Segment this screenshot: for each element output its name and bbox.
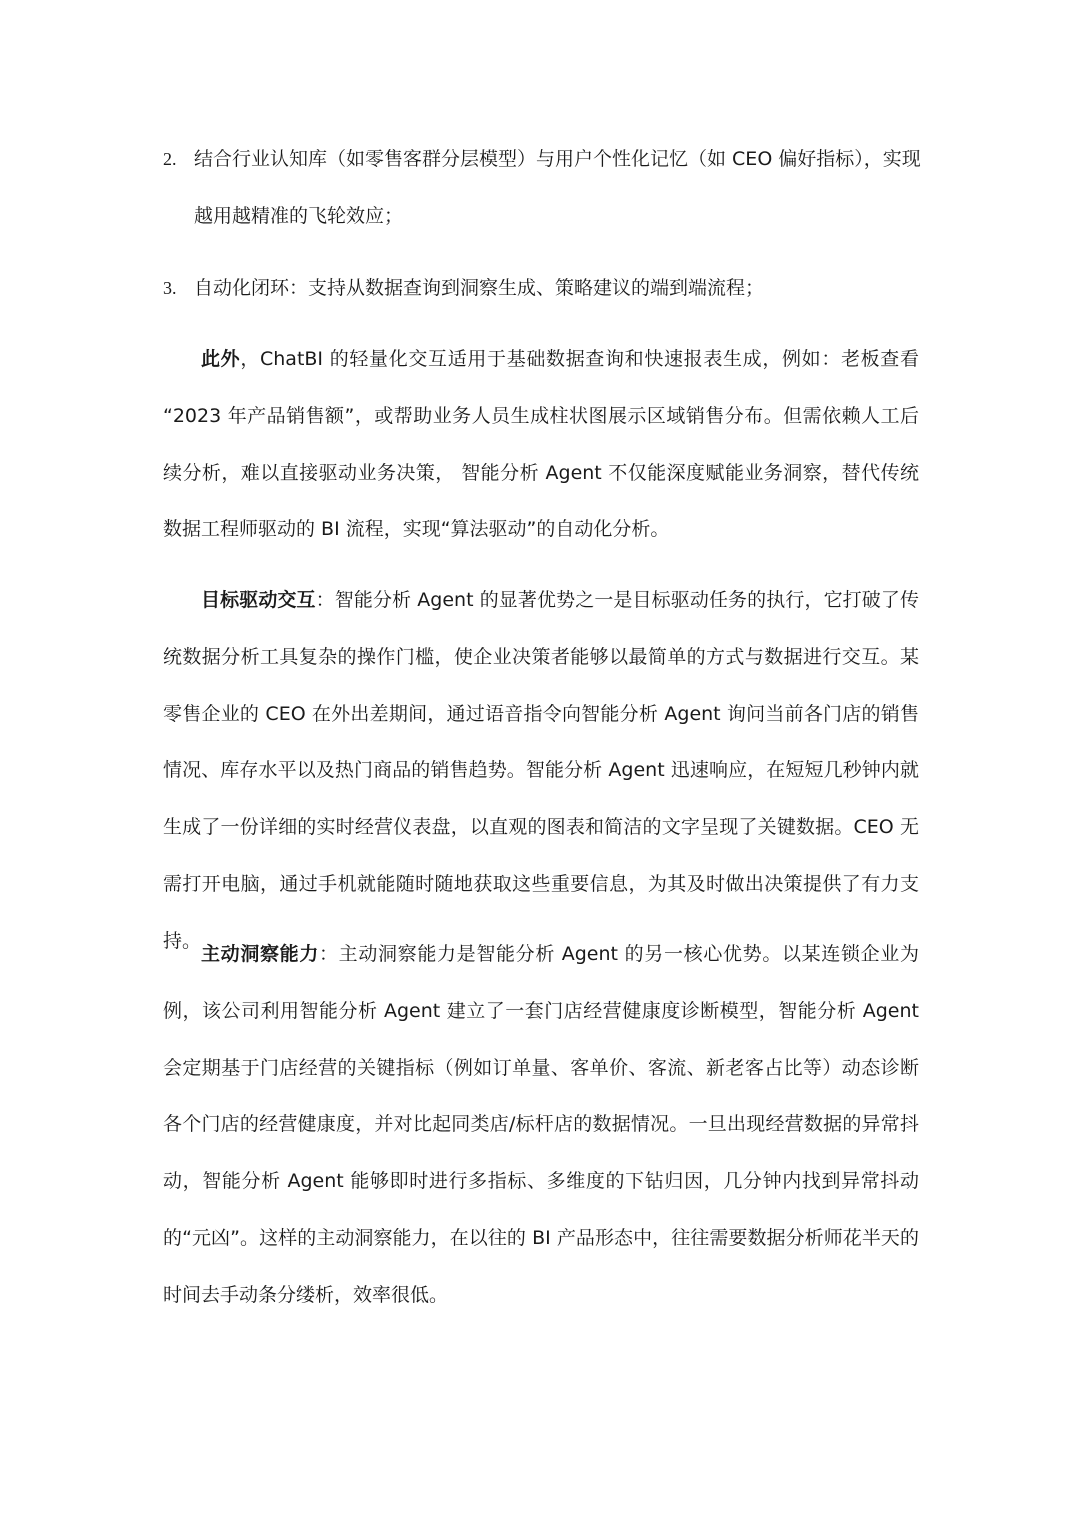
- paragraph-goal-driven: [163, 572, 919, 970]
- paragraph-proactive-insight: [163, 926, 919, 1324]
- paragraph-lead: 此外: [201, 348, 241, 370]
- paragraph-body: ：主动洞察能力是智能分析 Agent 的另一核心优势。以某连锁企业为例，该公司利用智能分析 Agent 建立了一套门店经营健康度诊断模型，智能分析 Agent 会定期基于门店经营的关键指标（例如订单量、客单价、客流、新老客占比等）动态诊断各个门店的经营健康度，并对比起同类店/标杆店的数据情况。一旦出现经营数据的异常抖动，智能分析 Agent 能够即时进行多指标、多维度的下钻归因，几分钟内找到异常抖动的“元凶”。这样的主动洞察能力，在以往的 BI 产品形态中，往往需要数据分析师花半天的时间去手动条分缕析，效率很低。: [163, 943, 919, 1306]
- paragraph-body: ：智能分析 Agent 的显著优势之一是目标驱动任务的执行，它打破了传统数据分析工具复杂的操作门槛，使企业决策者能够以最简单的方式与数据进行交互。某零售企业的 CEO 在外出差期间，通过语音指令向智能分析 Agent 询问当前各门店的销售情况、库存水平以及热门商品的销售趋势。智能分析 Agent 迅速响应，在短短几秒钟内就生成了一份详细的实时经营仪表盘，以直观的图表和简洁的文字呈现了关键数据。CEO 无需打开电脑，通过手机就能随时随地获取这些重要信息，为其及时做出决策提供了有力支持。: [163, 589, 919, 952]
- list-number: 3.: [163, 278, 177, 298]
- paragraph-body: ，ChatBI 的轻量化交互适用于基础数据查询和快速报表生成，例如：老板查看 “2023 年产品销售额”，或帮助业务人员生成柱状图展示区域销售分布。但需依赖人工后续分析，难以直接驱动业务决策， 智能分析 Agent 不仅能深度赋能业务洞察，替代传统数据工程师驱动的 BI 流程，实现“算法驱动”的自动化分析。: [163, 348, 919, 541]
- paragraph-lead: 目标驱动交互: [201, 589, 316, 611]
- list-text: 结合行业认知库（如零售客群分层模型）与用户个性化记忆（如 CEO 偏好指标），实现越用越精准的飞轮效应；: [194, 148, 921, 227]
- paragraph-lead: 主动洞察能力: [201, 943, 319, 965]
- list-item-2: [163, 131, 923, 245]
- list-text: 自动化闭环：支持从数据查询到洞察生成、策略建议的端到端流程；: [194, 277, 765, 299]
- list-number: 2.: [163, 149, 177, 169]
- paragraph-chatbi: [163, 331, 919, 558]
- list-item-3: [163, 260, 923, 317]
